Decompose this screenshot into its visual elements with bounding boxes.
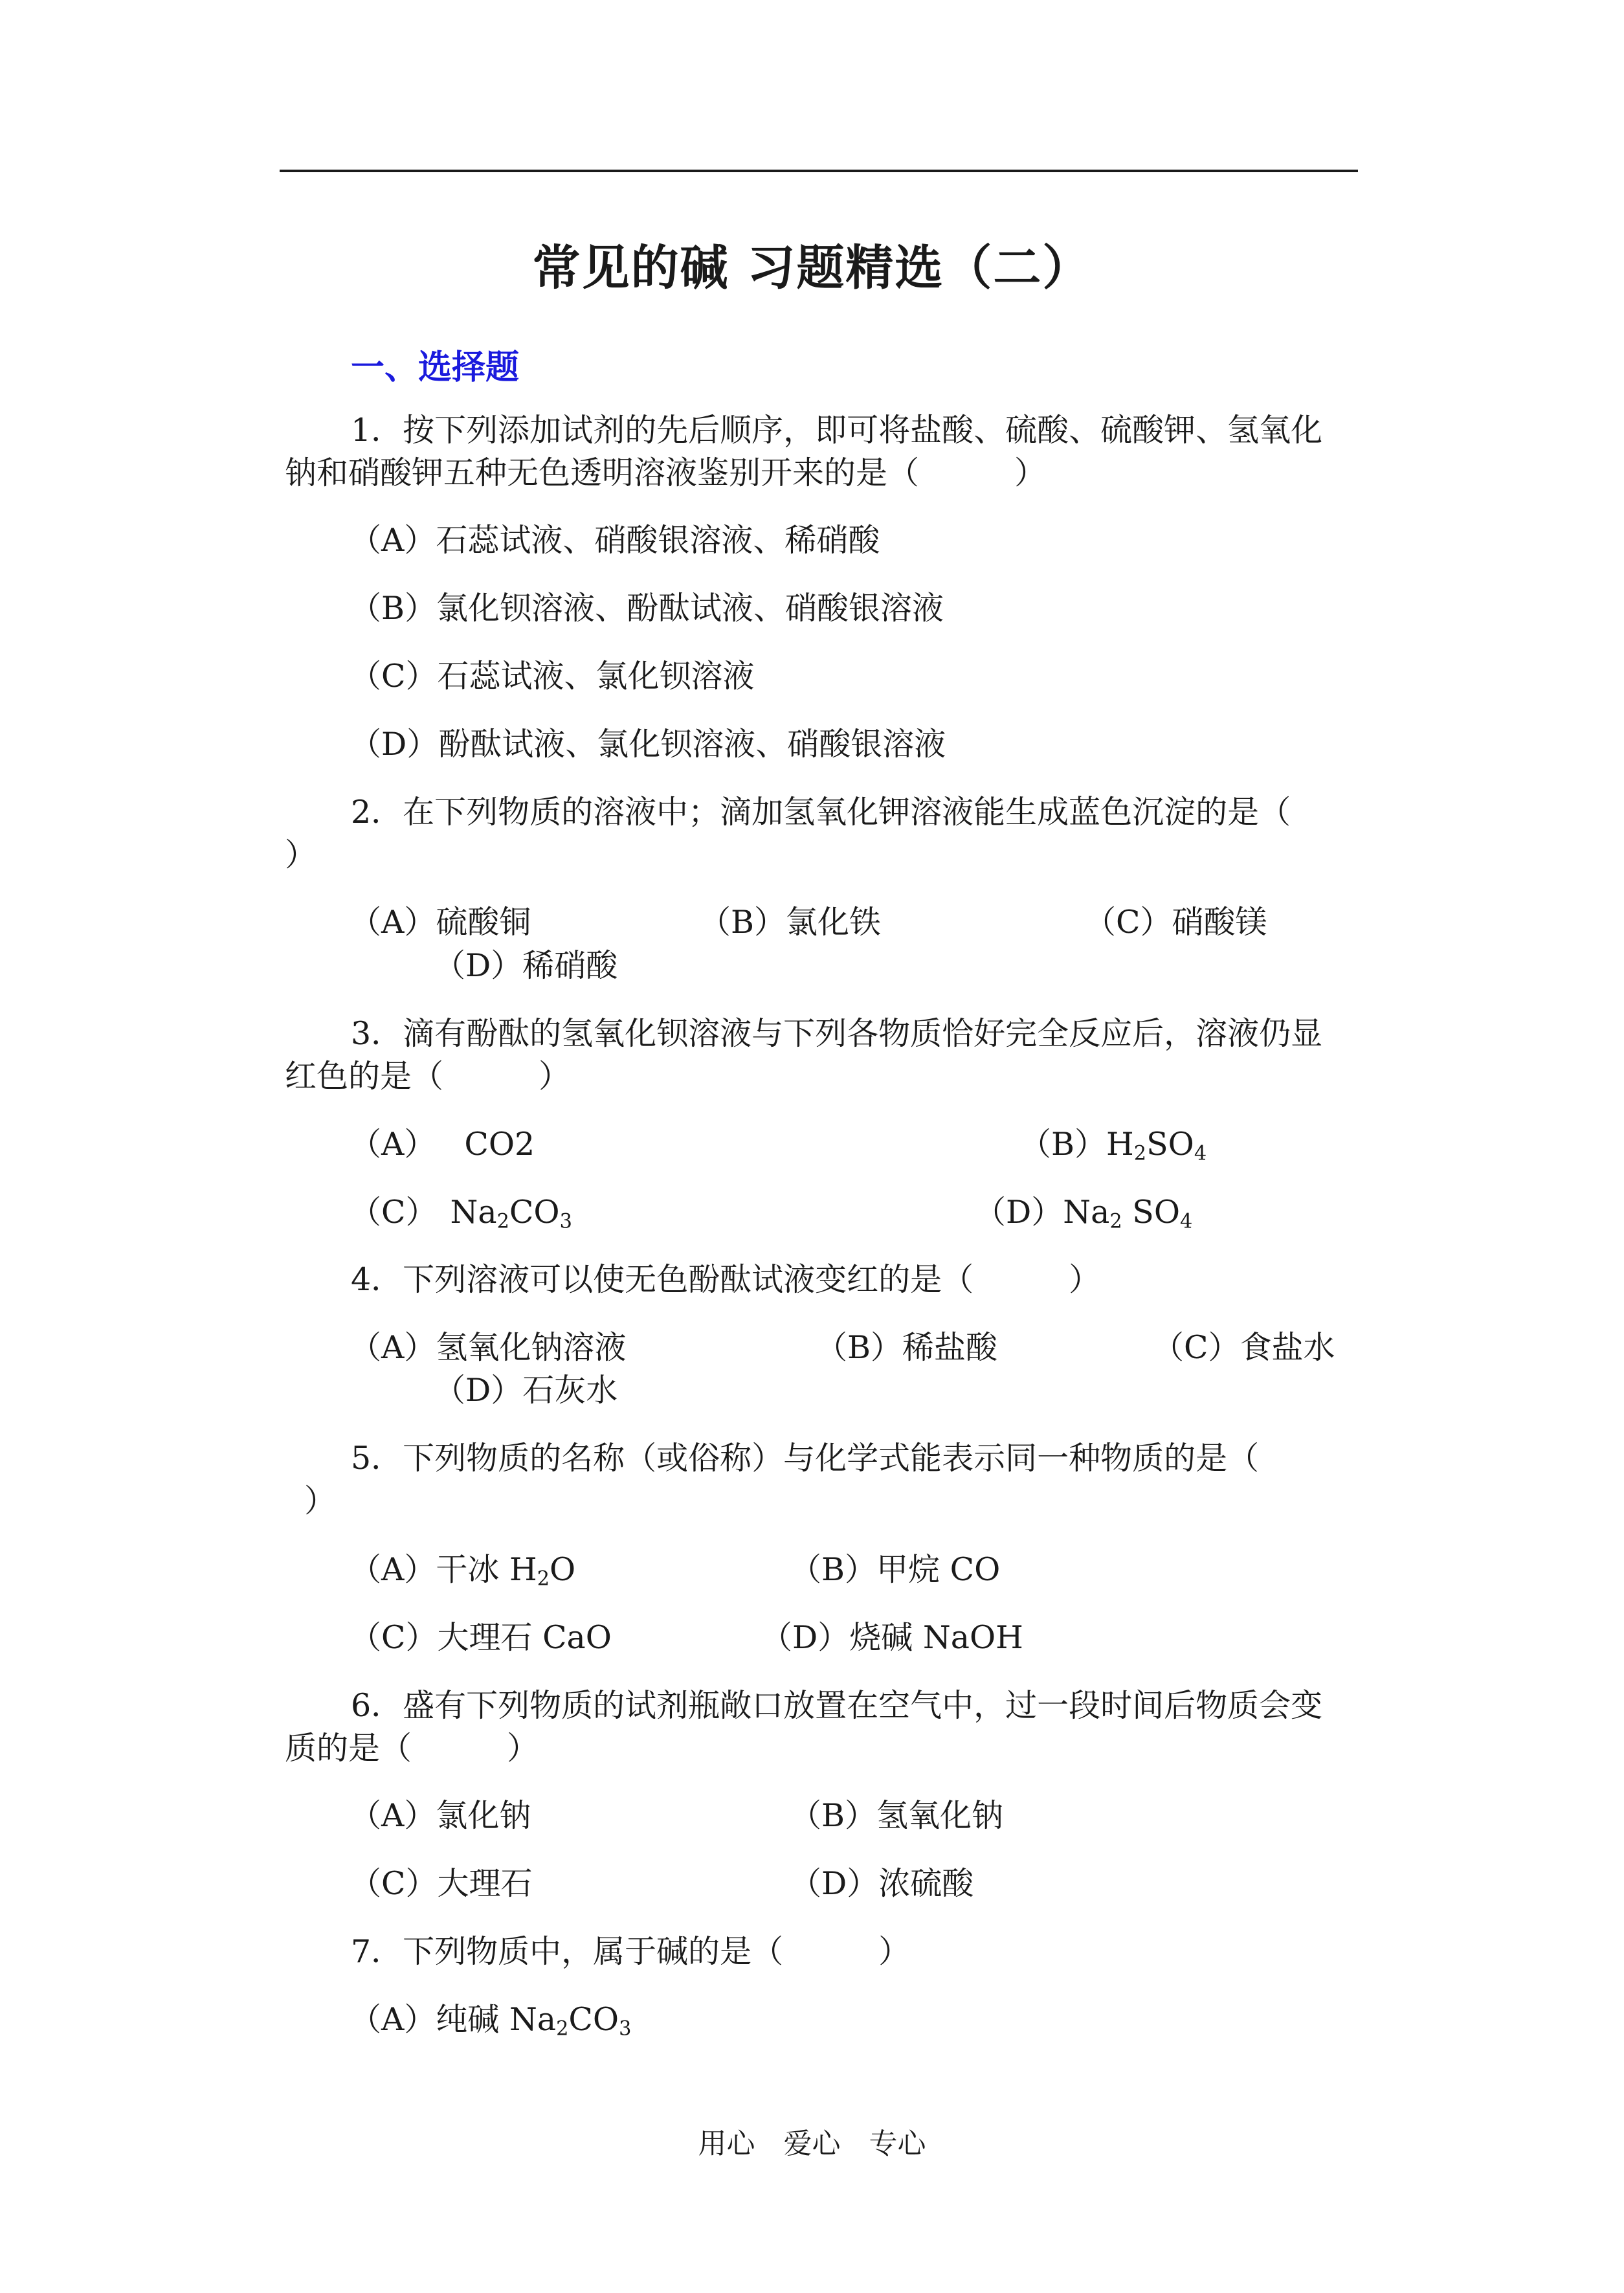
q3-option-b-label: （B） (1019, 1126, 1107, 1163)
subscript: 2 (556, 2017, 569, 2041)
q2-option-c: （C）硝酸镁 (1084, 904, 1267, 941)
q5-option-b: （B）甲烷 CO (790, 1551, 1001, 1588)
q1-stem-line2: 钠和硝酸钾五种无色透明溶液鉴别开来的是（ ） (285, 454, 1047, 491)
q5-stem-line1: 5．下列物质的名称（或俗称）与化学式能表示同一种物质的是（ (351, 1440, 1260, 1477)
q3-option-a-formula: CO2 (464, 1126, 535, 1163)
q2-stem-line1: 2．在下列物质的溶液中；滴加氢氧化钾溶液能生成蓝色沉淀的是（ (351, 794, 1291, 831)
q6-option-d: （D）浓硫酸 (790, 1865, 974, 1902)
q1-option-b: （B）氯化钡溶液、酚酞试液、硝酸银溶液 (350, 590, 944, 627)
q3-option-d-formula: SO (1122, 1194, 1181, 1231)
q6-option-b: （B）氢氧化钠 (790, 1797, 1004, 1834)
q3-option-c-formula: Na (450, 1194, 497, 1231)
q5-option-d: （D）烧碱 NaOH (761, 1619, 1023, 1656)
q1-option-a: （A）石蕊试液、硝酸银溶液、稀硝酸 (350, 522, 880, 559)
footer-word: 爱心 (783, 2127, 841, 2160)
subscript: 2 (1133, 1142, 1147, 1165)
q3-stem-line1: 3．滴有酚酞的氢氧化钡溶液与下列各物质恰好完全反应后，溶液仍显 (351, 1015, 1323, 1052)
q3-option-c-label: （C） (350, 1194, 438, 1231)
q6-option-a: （A）氯化钠 (350, 1797, 531, 1834)
q5-option-a (350, 1551, 576, 1591)
q3-option-d (974, 1194, 1193, 1233)
q4-option-d: （D）石灰水 (434, 1372, 618, 1409)
q3-option-d-label: （D） (974, 1194, 1063, 1231)
q1-stem-line1: 1．按下列添加试剂的先后顺序，即可将盐酸、硫酸、硫酸钾、氢氧化 (351, 412, 1323, 449)
subscript: 2 (1109, 1210, 1122, 1233)
q4-stem-line1: 4．下列溶液可以使无色酚酞试液变红的是（ ） (351, 1261, 1101, 1298)
q3-option-b-formula: SO (1146, 1126, 1194, 1163)
subscript: 3 (559, 1210, 572, 1233)
q3-option-b-formula: H (1106, 1126, 1134, 1163)
q5-stem-line2: ） (304, 1482, 337, 1519)
subscript: 3 (619, 2017, 632, 2041)
footer-word: 用心 (698, 2127, 755, 2160)
q5-option-a-text: O (550, 1551, 576, 1588)
q1-option-d: （D）酚酞试液、氯化钡溶液、硝酸银溶液 (350, 726, 946, 763)
q7-option-a (350, 2001, 632, 2041)
page-title: 常见的碱 习题精选（二） (532, 240, 1092, 296)
q4-option-c: （C）食盐水 (1152, 1329, 1335, 1366)
q3-stem-line2: 红色的是（ ） (285, 1058, 571, 1095)
q2-stem-line2: ） (285, 836, 317, 873)
q7-stem-line1: 7．下列物质中，属于碱的是（ ） (351, 1933, 911, 1970)
q4-option-a: （A）氢氧化钠溶液 (350, 1329, 627, 1366)
q7-option-a-text: CO (568, 2001, 619, 2038)
q3-option-d-formula: Na (1063, 1194, 1110, 1231)
q3-option-b (1019, 1126, 1207, 1165)
q6-stem-line2: 质的是（ ） (285, 1730, 539, 1767)
q5-option-c: （C）大理石 CaO (350, 1619, 612, 1656)
q1-option-c: （C）石蕊试液、氯化钡溶液 (350, 658, 755, 695)
header-rule (280, 170, 1358, 172)
q2-option-b: （B）氯化铁 (699, 904, 882, 941)
subscript: 2 (537, 1567, 550, 1591)
q6-stem-line1: 6．盛有下列物质的试剂瓶敞口放置在空气中，过一段时间后物质会变 (351, 1687, 1323, 1724)
q2-option-a: （A）硫酸铜 (350, 904, 531, 941)
subscript: 4 (1194, 1142, 1207, 1165)
q2-option-d: （D）稀硝酸 (434, 947, 618, 984)
q3-option-c-formula: CO (509, 1194, 560, 1231)
q3-option-c (350, 1194, 572, 1233)
q5-option-a-text: （A）干冰 H (350, 1551, 537, 1588)
page-footer (0, 2120, 1624, 2162)
subscript: 4 (1180, 1210, 1193, 1233)
q3-option-a-label: （A） (350, 1126, 436, 1163)
footer-word: 专心 (869, 2127, 926, 2160)
q6-option-c: （C）大理石 (350, 1865, 533, 1902)
q3-option-a (350, 1126, 535, 1163)
q4-option-b: （B）稀盐酸 (816, 1329, 998, 1366)
q7-option-a-text: （A）纯碱 Na (350, 2001, 557, 2038)
section-heading: 一、选择题 (351, 348, 520, 387)
subscript: 2 (496, 1210, 509, 1233)
